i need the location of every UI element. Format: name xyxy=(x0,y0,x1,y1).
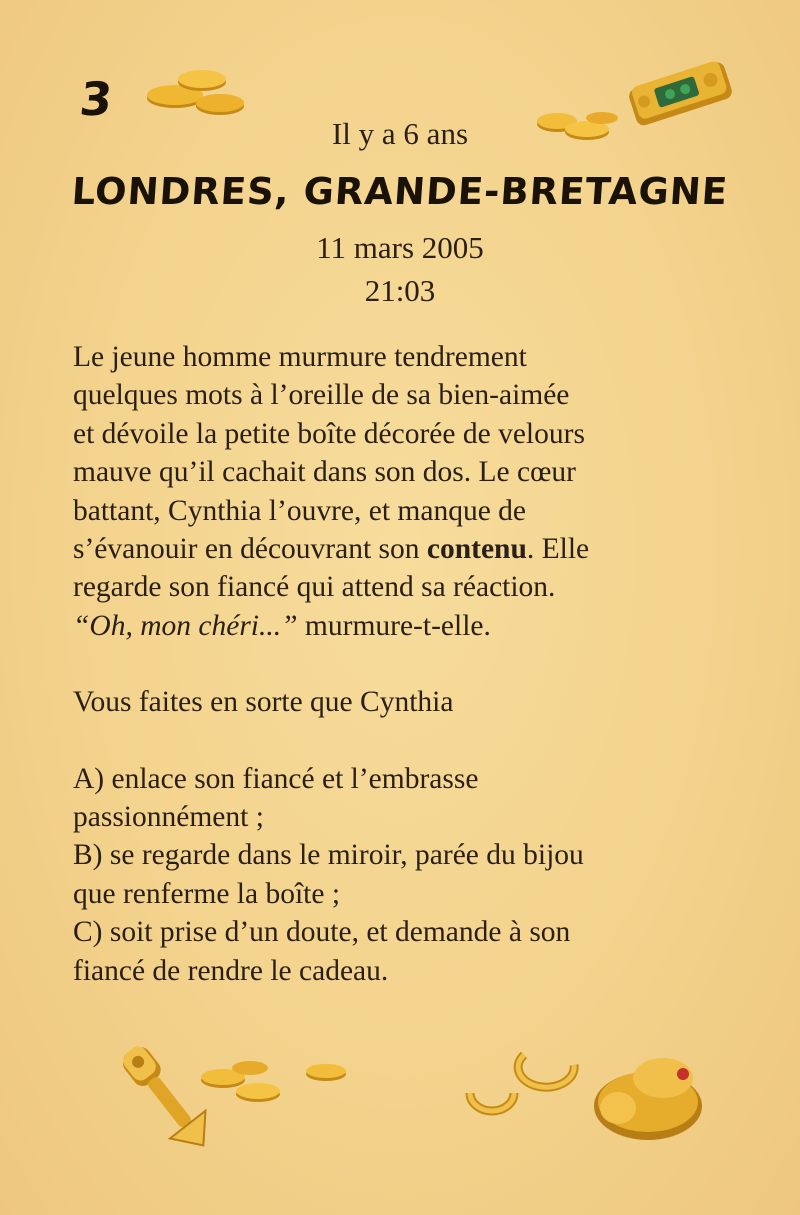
story-text: s’évanouir en découvrant son xyxy=(73,533,427,566)
story-body xyxy=(73,338,753,990)
story-line: battant, Cynthia l’ouvre, et manque de xyxy=(73,494,527,527)
date-heading: 11 mars 2005 xyxy=(316,230,484,265)
story-line: quelques mots à l’oreille de sa bien-aimée xyxy=(73,379,570,412)
gold-frog-icon xyxy=(588,1048,718,1148)
time-ago-heading: Il y a 6 ans xyxy=(331,116,469,151)
choice-a: A) enlace son fiancé et l’embrasse xyxy=(73,762,479,795)
story-text: murmure-t-elle. xyxy=(297,609,491,642)
choice-a: passionnément ; xyxy=(73,801,264,834)
time-heading: 21:03 xyxy=(364,273,436,308)
dialogue-quote: “Oh, mon chéri...” xyxy=(73,609,298,642)
story-line: regarde son fiancé qui attend sa réaction. xyxy=(73,571,556,604)
story-text: . Elle xyxy=(526,533,590,566)
gold-coins-icon xyxy=(198,1058,348,1110)
gold-earring-icon xyxy=(462,1045,592,1125)
spacer xyxy=(73,645,753,683)
gold-coins-icon xyxy=(140,64,250,124)
choice-c: fiancé de rendre le cadeau. xyxy=(73,954,389,987)
choice-b: B) se regarde dans le miroir, parée du bijou xyxy=(73,839,584,872)
story-line xyxy=(73,530,753,568)
location-heading: LONDRES, GRANDE-BRETAGNE xyxy=(70,170,730,213)
keyword-contenu: contenu xyxy=(426,533,527,566)
story-line: Le jeune homme murmure tendrement xyxy=(73,341,527,373)
spacer xyxy=(73,722,753,760)
story-line xyxy=(73,607,753,645)
story-line: et dévoile la petite boîte décorée de velours xyxy=(73,417,585,450)
choice-c: C) soit prise d’un doute, et demande à son xyxy=(73,916,571,949)
story-line: mauve qu’il cachait dans son dos. Le cœur xyxy=(73,456,576,489)
card-number: 3 xyxy=(77,72,115,126)
choice-prompt: Vous faites en sorte que Cynthia xyxy=(73,686,454,719)
choice-b: que renferme la boîte ; xyxy=(73,877,341,910)
